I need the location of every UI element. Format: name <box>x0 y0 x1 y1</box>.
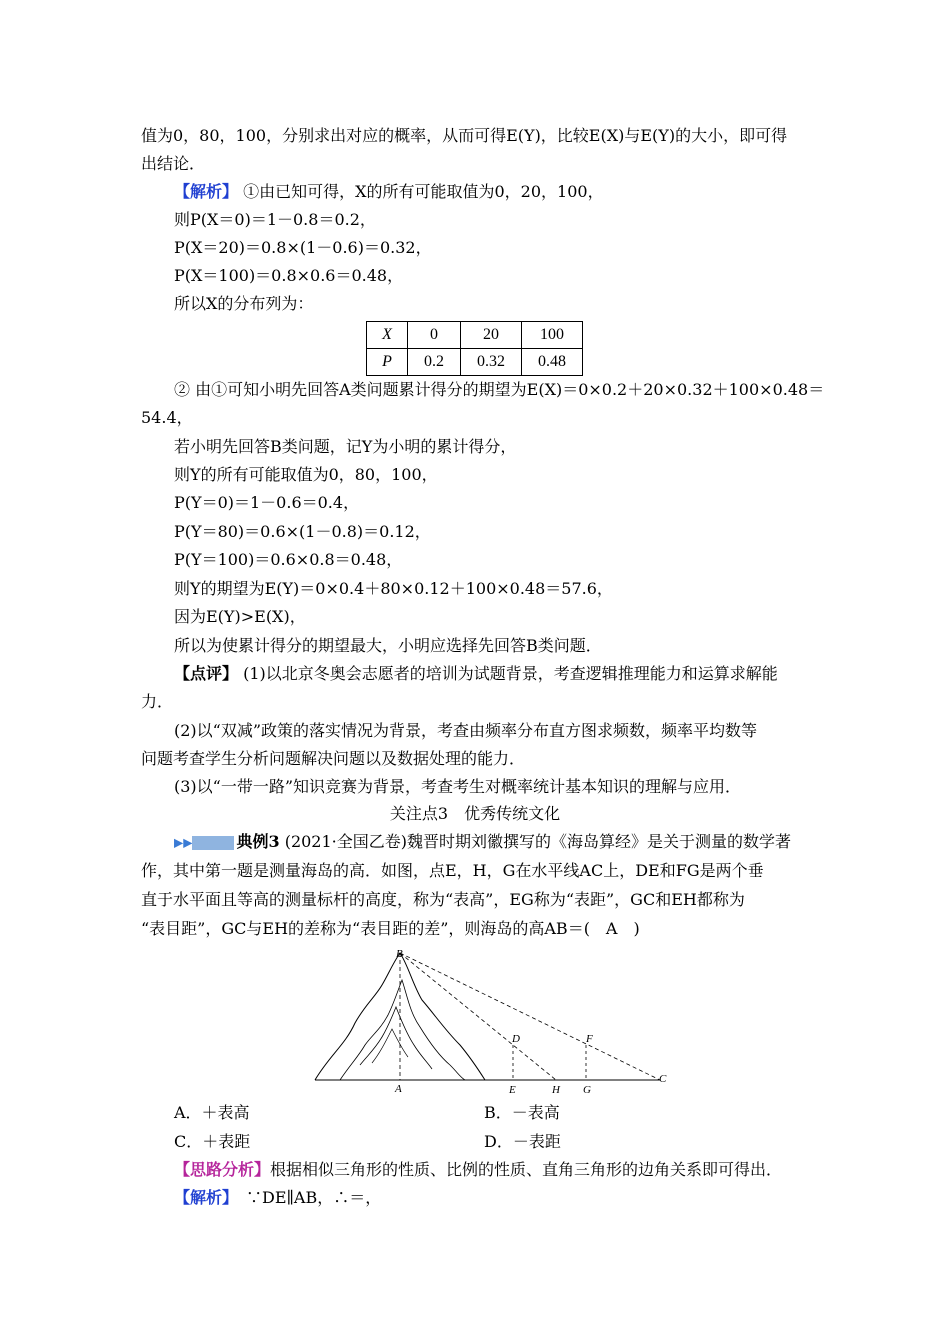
option-d[interactable]: D．－表距 <box>484 1132 561 1151</box>
table-cell: 100 <box>522 322 583 349</box>
comment-line-3: (2)以“双减”政策的落实情况为背景，考查由频率分布直方图求频数，频率平均数等 <box>174 721 758 740</box>
table-cell: 0.48 <box>522 349 583 376</box>
label-b: B <box>396 948 403 960</box>
example-line-2: 作，其中第一题是测量海岛的高．如图，点E，H，G在水平线AC上，DE和FG是两个垂 <box>141 861 764 880</box>
section-heading: 关注点3 优秀传统文化 <box>389 804 561 823</box>
island-figure <box>310 945 690 1095</box>
label-g: G <box>583 1084 591 1095</box>
analysis-line <box>174 1158 782 1182</box>
intro-line-1: 值为0，80，100，分别求出对应的概率，从而可得E(Y)，比较E(X)与E(Y)的大小，即可得 <box>141 126 788 145</box>
solution-text: ①由已知可得，X的所有可能取值为0，20，100， <box>243 182 604 201</box>
island-contour <box>372 1029 408 1063</box>
solution-tag: 【解析】 <box>174 1188 231 1207</box>
table-cell: X <box>367 322 408 349</box>
example-line-4: “表目距”，GC与EH的差称为“表目距的差”，则海岛的高AB＝( A ) <box>141 919 640 938</box>
solution-tag: 【解析】 <box>174 182 239 201</box>
table-row <box>367 349 583 376</box>
label-e: E <box>509 1084 516 1095</box>
label-d: D <box>512 1033 520 1045</box>
analysis-tag: 【思路分析】 <box>174 1160 271 1179</box>
distribution-table <box>366 321 583 376</box>
sight-line-bc <box>400 953 660 1080</box>
example-line-3: 直于水平面且等高的测量标杆的高度，称为“表高”，EG称为“表距”，GC和EH都称为 <box>141 890 745 909</box>
solution-2-line-8: 则Y的期望为E(Y)＝0×0.4＋80×0.12＋100×0.48＝57.6， <box>174 579 613 598</box>
label-f: F <box>586 1033 593 1045</box>
comment-text: (1)以北京冬奥会志愿者的培训为试题背景，考查逻辑推理能力和运算求解能 <box>243 664 778 683</box>
option-c[interactable]: C．＋表距 <box>174 1132 251 1151</box>
solution-2-line-1: ② 由①可知小明先回答A类问题累计得分的期望为E(X)＝0×0.2＋20×0.32＋100×0.48＝ <box>174 380 825 399</box>
table-row <box>367 322 583 349</box>
solution-2-line-3: 若小明先回答B类问题，记Y为小明的累计得分， <box>174 437 517 456</box>
solution-1-line-5: 所以X的分布列为： <box>174 294 314 313</box>
table-cell: 0.32 <box>461 349 522 376</box>
solution-1-line-2: 则P(X＝0)＝1－0.8＝0.2， <box>174 210 376 229</box>
table-cell: 20 <box>461 322 522 349</box>
solution-2-line-10: 所以为使累计得分的期望最大，小明应选择先回答B类问题． <box>174 636 602 655</box>
solution-text: ∵DE∥AB，∴＝， <box>230 1188 382 1207</box>
option-b[interactable]: B．－表高 <box>484 1103 560 1122</box>
solution-2-line-7: P(Y＝100)＝0.6×0.8＝0.48， <box>174 550 403 569</box>
sight-line-bh <box>400 953 556 1080</box>
solution-2-line-6: P(Y＝80)＝0.6×(1－0.8)＝0.12， <box>174 522 431 541</box>
option-a[interactable]: A．＋表高 <box>174 1103 250 1122</box>
solution-1-line-4: P(X＝100)＝0.8×0.6＝0.48， <box>174 266 404 285</box>
example-source: (2021·全国乙卷) <box>284 832 407 851</box>
example-label: 典例3 <box>236 832 280 851</box>
comment-line-1 <box>174 662 778 686</box>
example-badge <box>192 836 234 850</box>
solution-2-line-9: 因为E(Y)>E(X)， <box>174 607 306 626</box>
solution-1-line-3: P(X＝20)＝0.8×(1－0.6)＝0.32， <box>174 238 432 257</box>
analysis-text: 根据相似三角形的性质、比例的性质、直角三角形的边角关系即可得出． <box>270 1160 783 1179</box>
example-text: 魏晋时期刘徽撰写的《海岛算经》是关于测量的数学著 <box>407 832 792 851</box>
table-cell: 0.2 <box>408 349 461 376</box>
label-a: A <box>395 1083 402 1095</box>
comment-tag: 【点评】 <box>174 664 239 683</box>
intro-line-2: 出结论． <box>141 154 206 173</box>
solution-2-line-2: 54.4， <box>141 408 193 427</box>
comment-line-5: (3)以“一带一路”知识竞赛为背景，考查考生对概率统计基本知识的理解与应用． <box>174 777 742 796</box>
solution-2-line-5: P(Y＝0)＝1－0.6＝0.4， <box>174 493 360 512</box>
example-line-1 <box>174 830 791 855</box>
comment-line-4: 问题考查学生分析问题解决问题以及数据处理的能力． <box>141 749 526 768</box>
table-cell: 0 <box>408 322 461 349</box>
comment-line-2: 力． <box>141 692 174 711</box>
label-h: H <box>552 1084 560 1095</box>
solution-2-line-4: 则Y的所有可能取值为0，80，100， <box>174 465 438 484</box>
play-arrow-icon: ▶▶ <box>174 835 193 850</box>
solution-3-line <box>174 1186 381 1210</box>
solution-1-line-1 <box>174 180 604 204</box>
table-cell: P <box>367 349 408 376</box>
label-c: C <box>659 1073 667 1085</box>
